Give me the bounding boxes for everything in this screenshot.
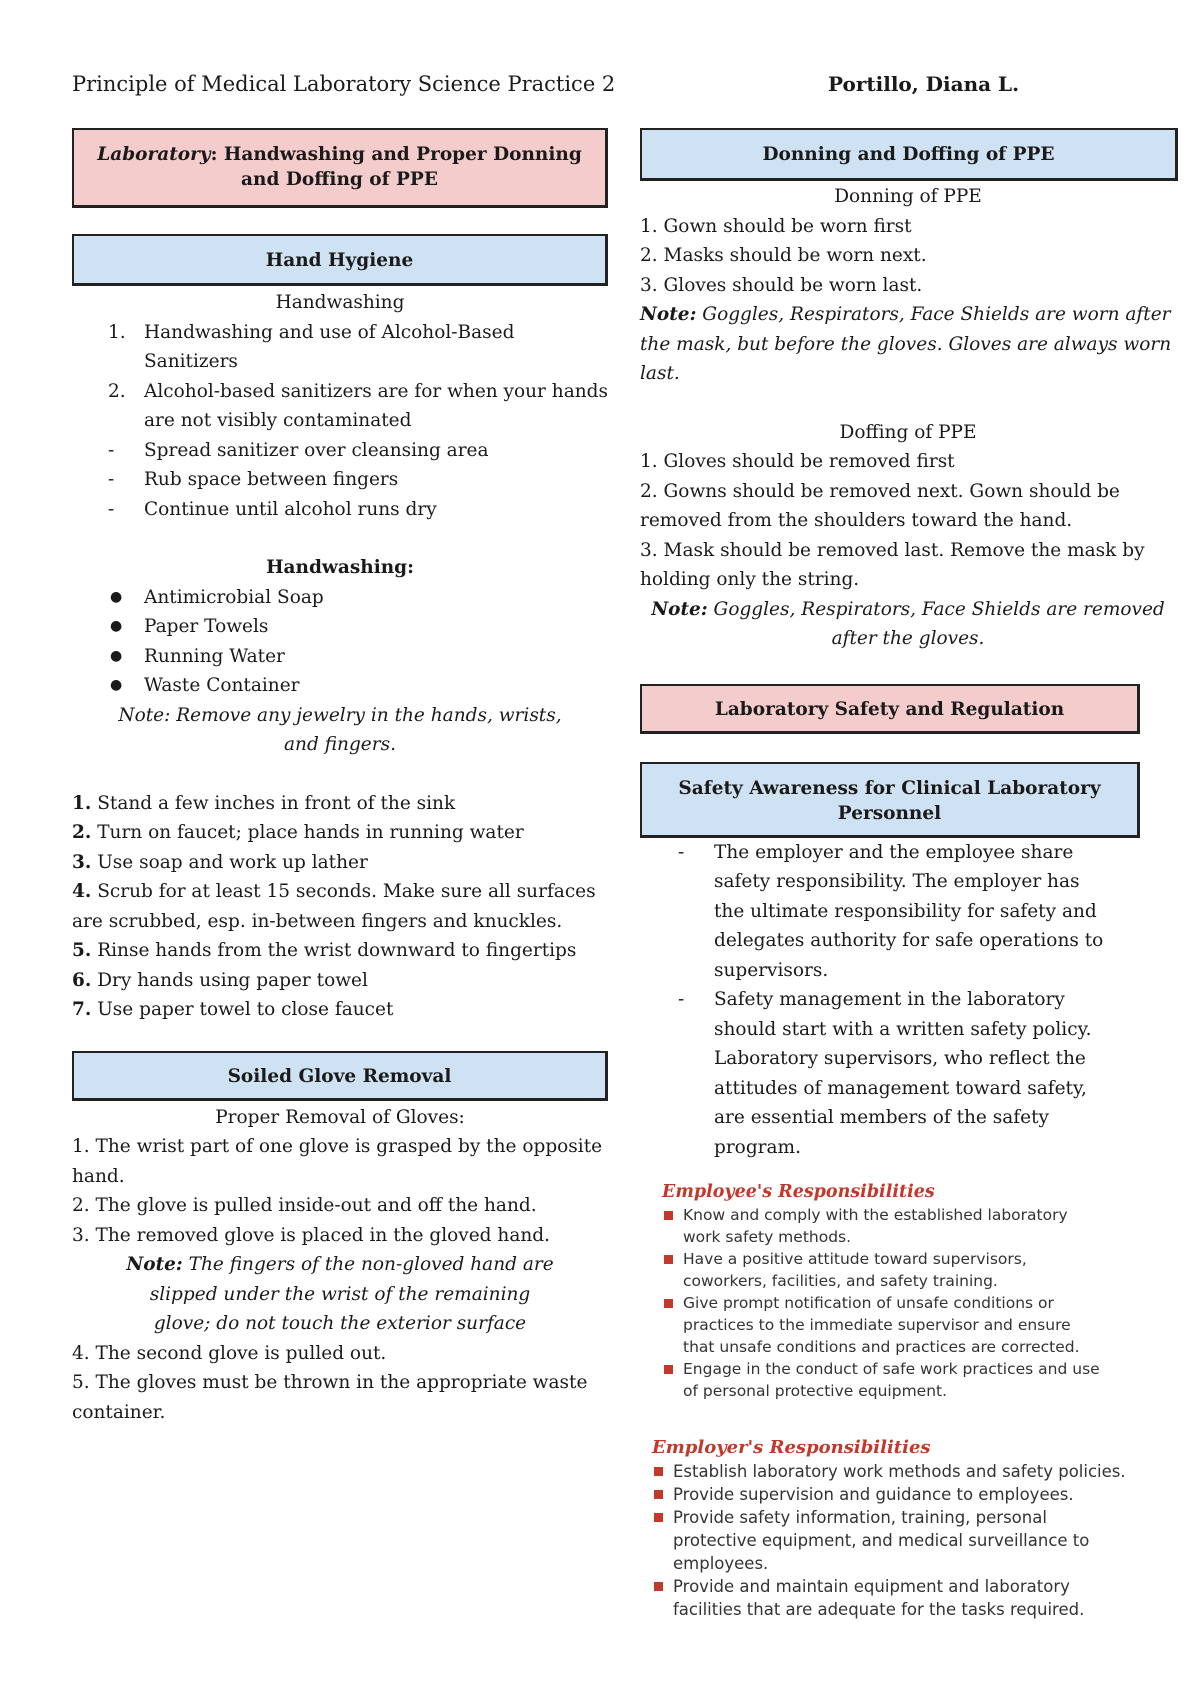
ppe-heading: Donning and Doffing of PPE bbox=[640, 128, 1178, 181]
square-bullet-icon bbox=[664, 1365, 673, 1374]
step-item: 6. Dry hands using paper towel bbox=[72, 969, 368, 991]
list-item: Engage in the conduct of safe work practices and use of personal protective equipment. bbox=[662, 1358, 1102, 1402]
square-bullet-icon bbox=[654, 1467, 663, 1476]
jewelry-note: Note: Remove any jewelry in the hands, wrists, and fingers. bbox=[118, 704, 562, 755]
step-item: 3. Use soap and work up lather bbox=[72, 851, 368, 873]
list-item: Have a positive attitude toward supervisors, coworkers, facilities, and safety training. bbox=[662, 1248, 1102, 1292]
list-item: Provide safety information, training, personal protective equipment, and medical surveillance to employees. bbox=[652, 1506, 1132, 1575]
list-item: - Safety management in the laboratory should start with a written safety policy. Laboratory supervisors, who reflect the attitudes of management toward safety, are essential members of the safety program. bbox=[678, 989, 1092, 1158]
step-item: 7. Use paper towel to close faucet bbox=[72, 999, 394, 1020]
step-item: 2. The glove is pulled inside-out and off the hand. bbox=[72, 1195, 537, 1216]
square-bullet-icon bbox=[664, 1299, 673, 1308]
list-item: Provide and maintain equipment and laboratory facilities that are adequate for the tasks required. bbox=[652, 1575, 1132, 1621]
left-column bbox=[72, 128, 608, 1427]
list-item: - Spread sanitizer over cleansing area bbox=[108, 439, 489, 461]
list-item: 2. Masks should be worn next. bbox=[640, 245, 927, 266]
step-item: 1. The wrist part of one glove is grasped by the opposite hand. bbox=[72, 1136, 603, 1187]
doffing-note: Note: Goggles, Respirators, Face Shields are removed after the gloves. bbox=[651, 598, 1165, 649]
square-bullet-icon bbox=[654, 1490, 663, 1499]
handwashing-subtitle: Handwashing bbox=[275, 292, 405, 313]
list-item: Provide supervision and guidance to employees. bbox=[652, 1483, 1132, 1506]
supplies-title: Handwashing: bbox=[266, 557, 414, 578]
list-item: Know and comply with the established laboratory work safety methods. bbox=[662, 1204, 1102, 1248]
list-item: 1. Gown should be worn first bbox=[640, 215, 912, 237]
square-bullet-icon bbox=[654, 1582, 663, 1591]
bullet-icon: ● bbox=[110, 618, 123, 634]
step-item: 4. Scrub for at least 15 seconds. Make sure all surfaces are scrubbed, esp. in-between fingers and knuckles. bbox=[72, 881, 596, 932]
list-item: 3. Gloves should be worn last. bbox=[640, 274, 923, 296]
list-item: 3. Mask should be removed last. Remove the mask by holding only the string. bbox=[640, 539, 1145, 590]
bullet-icon: ● bbox=[110, 647, 123, 664]
donning-note: Note: Goggles, Respirators, Face Shields are worn after the mask, but before the gloves. Gloves are always worn last. bbox=[640, 304, 1172, 384]
bullet-icon: ● bbox=[110, 677, 123, 693]
list-item: Establish laboratory work methods and safety policies. bbox=[652, 1460, 1132, 1483]
course-title: Principle of Medical Laboratory Science Practice 2 bbox=[72, 72, 616, 96]
bullet-icon: ● bbox=[110, 588, 123, 605]
glove-note: Note: The fingers of the non-gloved hand are slipped under the wrist of the remaining glove; do not touch the exterior surface bbox=[126, 1254, 554, 1334]
lab-title-label: Laboratory bbox=[97, 144, 211, 165]
list-item: ● Waste Container bbox=[72, 671, 608, 701]
author-name: Portillo, Diana L. bbox=[828, 72, 1020, 96]
list-item: - The employer and the employee share safety responsibility. The employer has the ultimate responsibility for safety and delegates authority for safe operations to supervisors. bbox=[678, 841, 1104, 981]
list-item: - Continue until alcohol runs dry bbox=[108, 498, 437, 520]
list-item: 2. Gowns should be removed next. Gown should be removed from the shoulders toward the hand. bbox=[640, 480, 1120, 531]
glove-subtitle: Proper Removal of Gloves: bbox=[215, 1106, 465, 1128]
lab-title-box bbox=[72, 128, 608, 208]
step-item: 2. Turn on faucet; place hands in running water bbox=[72, 822, 524, 843]
list-item: Give prompt notification of unsafe conditions or practices to the immediate supervisor and ensure that unsafe conditions and practices are corrected. bbox=[662, 1292, 1102, 1358]
doffing-subtitle: Doffing of PPE bbox=[839, 421, 977, 443]
list-item: ● Antimicrobial Soap bbox=[72, 583, 608, 613]
employee-responsibilities bbox=[662, 1180, 1102, 1402]
list-item: 1. Handwashing and use of Alcohol-Based Sanitizers bbox=[108, 321, 515, 372]
employer-responsibilities bbox=[652, 1436, 1132, 1621]
step-item: 1. Stand a few inches in front of the sink bbox=[72, 792, 456, 814]
step-item: 5. The gloves must be thrown in the appropriate waste container. bbox=[72, 1372, 588, 1423]
list-item: - Rub space between fingers bbox=[108, 469, 399, 490]
employee-title: Employee's Responsibilities bbox=[662, 1182, 935, 1202]
list-item: 2. Alcohol-based sanitizers are for when your hands are not visibly contaminated bbox=[108, 380, 608, 431]
square-bullet-icon bbox=[664, 1211, 673, 1220]
square-bullet-icon bbox=[664, 1255, 673, 1264]
employer-title: Employer's Responsibilities bbox=[652, 1437, 931, 1458]
right-column bbox=[640, 128, 1176, 1621]
step-item: 3. The removed glove is placed in the gloved hand. bbox=[72, 1224, 550, 1246]
donning-subtitle: Donning of PPE bbox=[834, 186, 982, 207]
glove-removal-heading: Soiled Glove Removal bbox=[72, 1051, 608, 1101]
step-item: 4. The second glove is pulled out. bbox=[72, 1342, 387, 1364]
list-item: ● Paper Towels bbox=[72, 612, 608, 642]
safety-regulation-heading: Laboratory Safety and Regulation bbox=[640, 684, 1140, 734]
lab-title-text: : Handwashing and Proper Donning and Doffing of PPE bbox=[210, 144, 582, 190]
step-item: 5. Rinse hands from the wrist downward to fingertips bbox=[72, 940, 577, 961]
hand-hygiene-heading: Hand Hygiene bbox=[72, 234, 608, 286]
handwashing-steps bbox=[72, 789, 608, 1025]
safety-awareness-heading: Safety Awareness for Clinical Laboratory Personnel bbox=[640, 762, 1140, 838]
list-item: 1. Gloves should be removed first bbox=[640, 451, 955, 472]
list-item: ● Running Water bbox=[72, 642, 608, 672]
square-bullet-icon bbox=[654, 1513, 663, 1522]
